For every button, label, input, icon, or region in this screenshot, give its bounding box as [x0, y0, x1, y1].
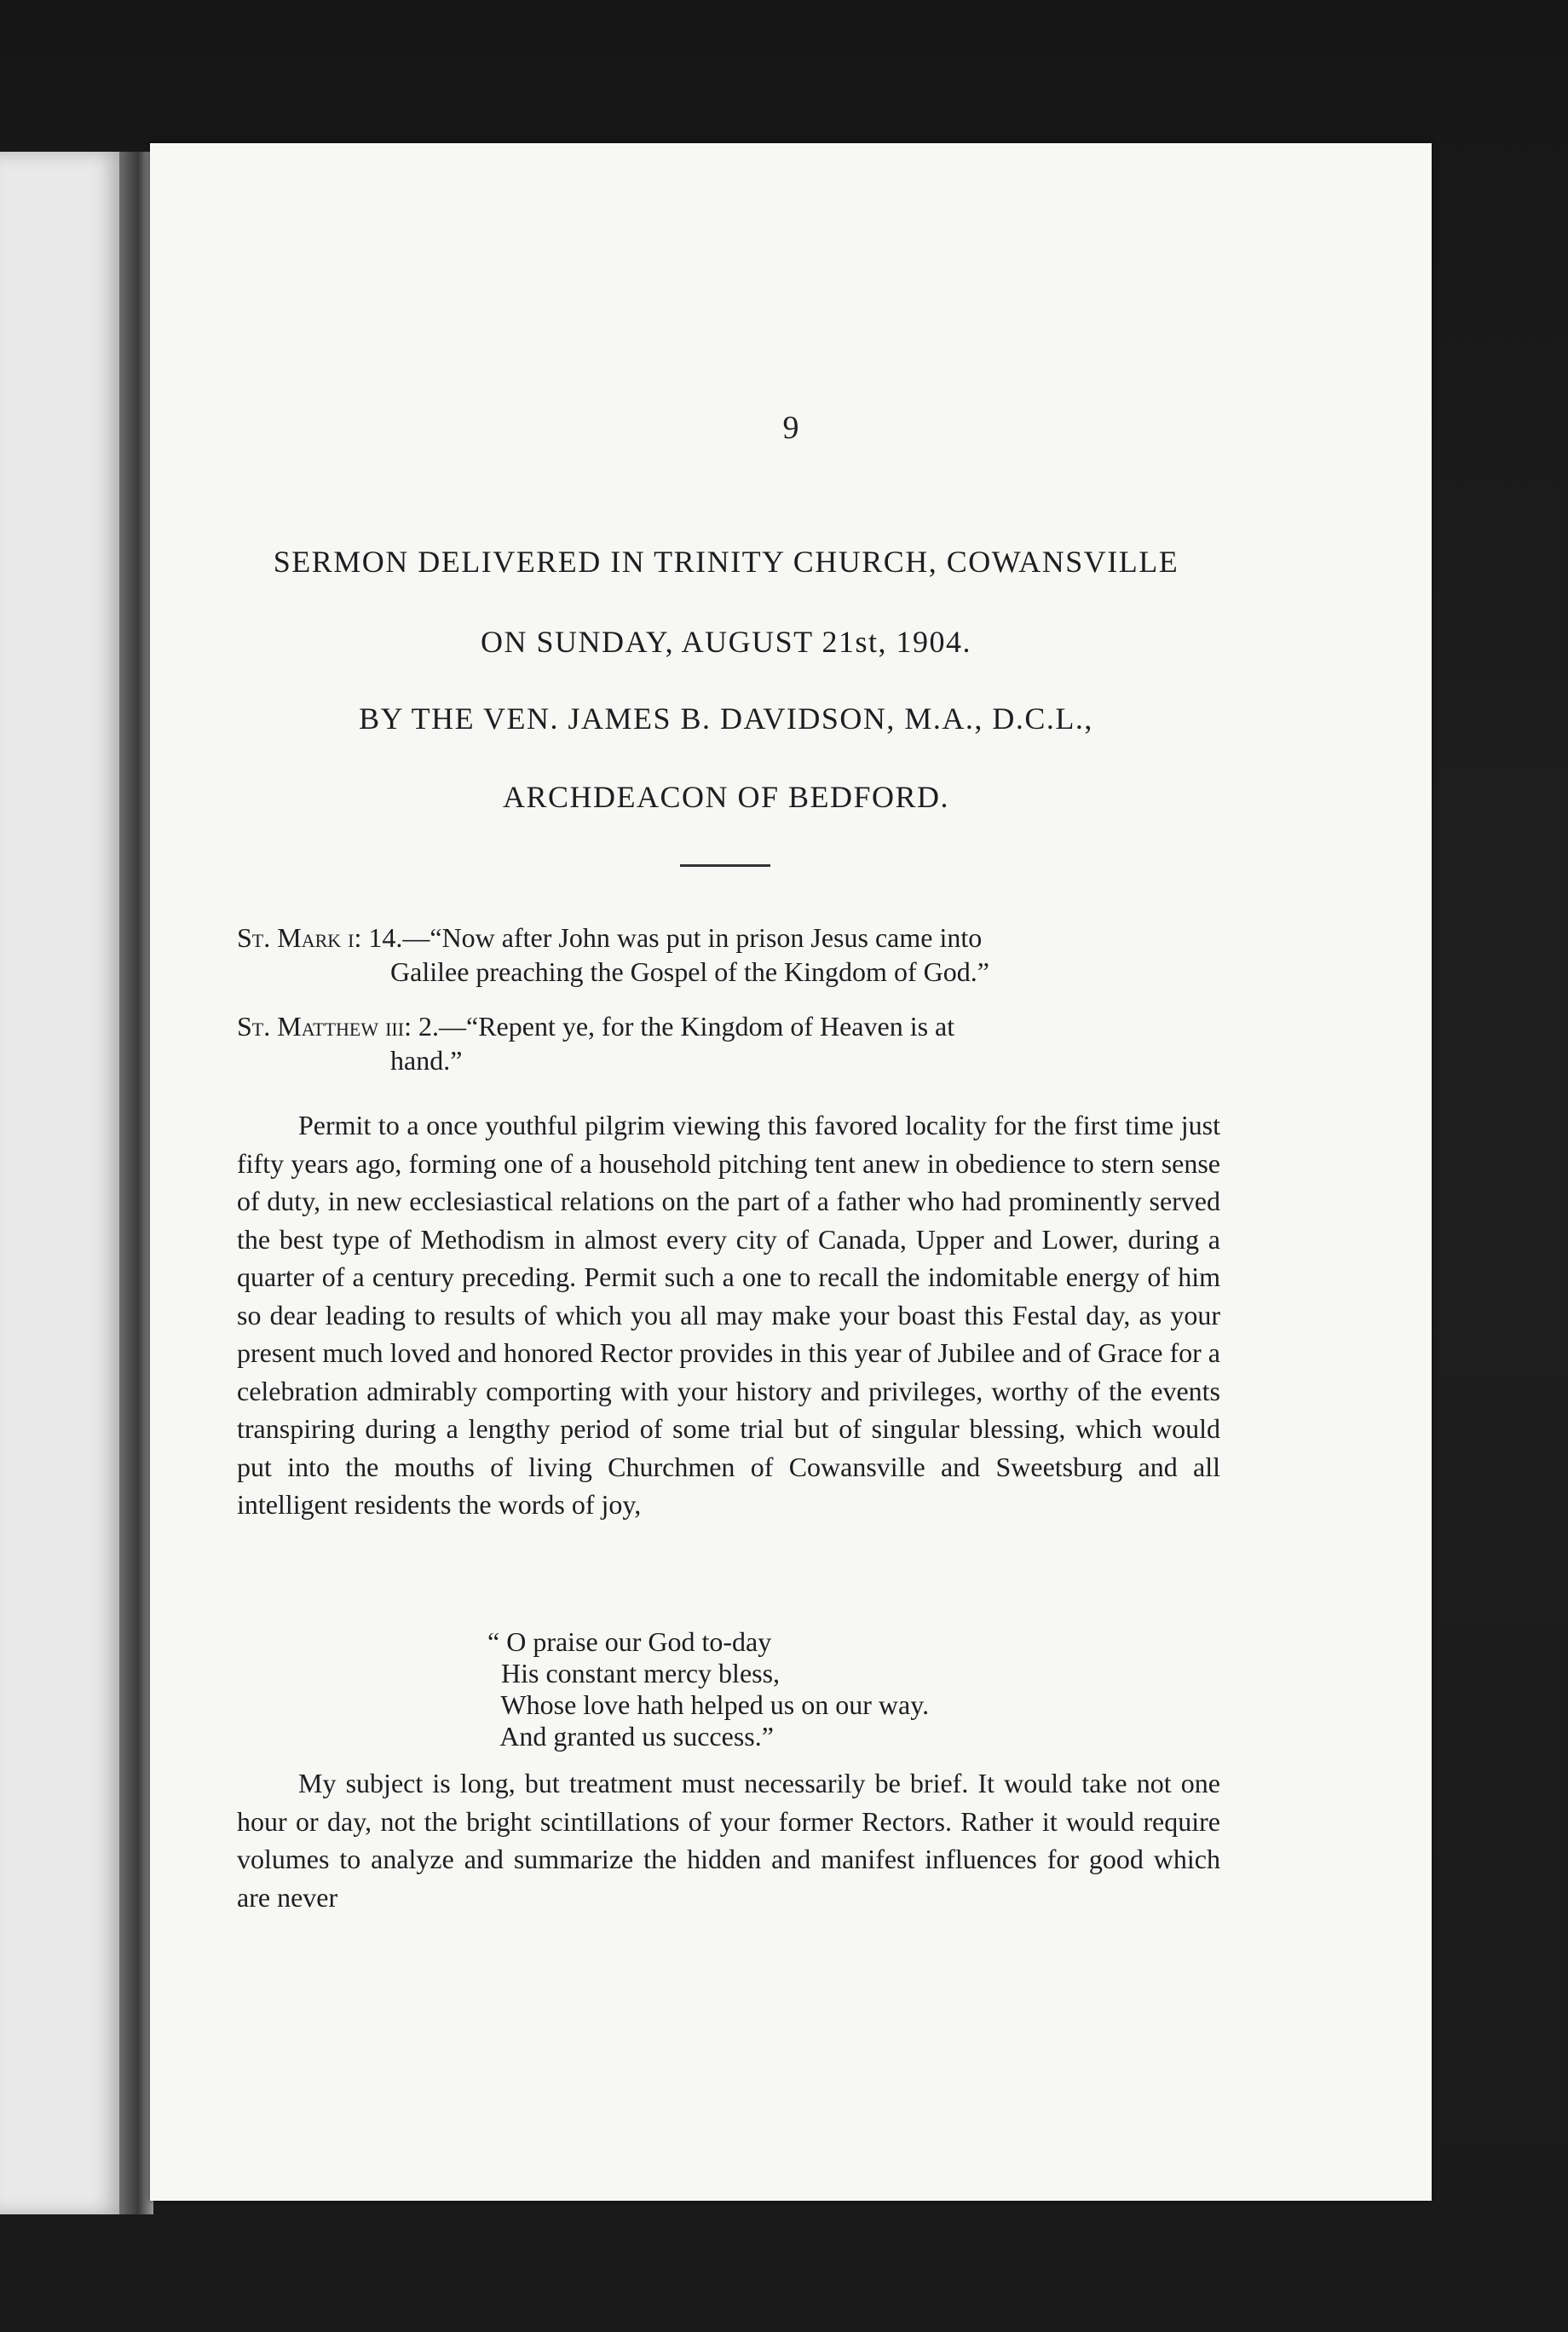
book-gutter-shadow	[119, 152, 153, 2214]
hymn-line: And granted us success.”	[487, 1721, 774, 1752]
hymn-line: His constant mercy bless,	[487, 1658, 781, 1688]
section-divider	[680, 864, 770, 867]
verse-reference: St. Mark i: 14.	[237, 922, 403, 953]
body-paragraph-2: My subject is long, but treatment must necessarily be brief. It would take not one hour or day, not the bright scintillations of your former Rectors. Rather it would require volumes to analyze and summarize the hidden and manifest influences for good which are never	[237, 1768, 1220, 1913]
scripture-verse-1	[237, 921, 1215, 989]
verse-text-continuation: Galilee preaching the Gospel of the Kingdom of God.”	[390, 956, 989, 987]
book-page	[150, 143, 1432, 2201]
verse-text-line: —“Now after John was put in prison Jesus came into	[402, 922, 983, 953]
facing-page-edge	[0, 152, 126, 2214]
hymn-line: “ O praise our God to-day	[487, 1626, 772, 1657]
hymn-quote	[487, 1626, 929, 1752]
verse-text-line: —“Repent ye, for the Kingdom of Heaven is at	[438, 1011, 955, 1042]
title-line-1: SERMON DELIVERED IN TRINITY CHURCH, COWANSVILLE	[273, 545, 1179, 579]
title-line-2: ON SUNDAY, AUGUST 21st, 1904.	[481, 625, 971, 659]
verse-text-continuation: hand.”	[390, 1045, 463, 1076]
author-title-line: ARCHDEACON OF BEDFORD.	[502, 780, 950, 814]
body-paragraph-1: Permit to a once youthful pilgrim viewing this favored locality for the first time just fifty years ago, forming one of a household pitching tent anew in obedience to stern sense of duty, in new ecclesiastical relations on the part of a father who had prominently served the best type of Methodism in almost every city of Canada, Upper and Lower, during a quarter of a century preceding. Permit such a one to recall the indomitable energy of him so dear leading to results of which you all may make your boast this Festal day, as your present much loved and honored Rector provides in this year of Jubilee and of Grace for a celebration admirably comporting with your history and privileges, worthy of the events transpiring during a lengthy period of some trial but of singular blessing, which would put into the mouths of living Churchmen of Cowansville and Sweetsburg and all intelligent residents the words of joy,	[237, 1110, 1220, 1520]
page-number: 9	[782, 410, 799, 446]
scripture-verse-2	[237, 1009, 1215, 1077]
author-line: BY THE VEN. JAMES B. DAVIDSON, M.A., D.C.L.,	[359, 701, 1093, 736]
hymn-line: Whose love hath helped us on our way.	[487, 1689, 930, 1720]
verse-reference: St. Matthew iii: 2.	[237, 1011, 439, 1042]
